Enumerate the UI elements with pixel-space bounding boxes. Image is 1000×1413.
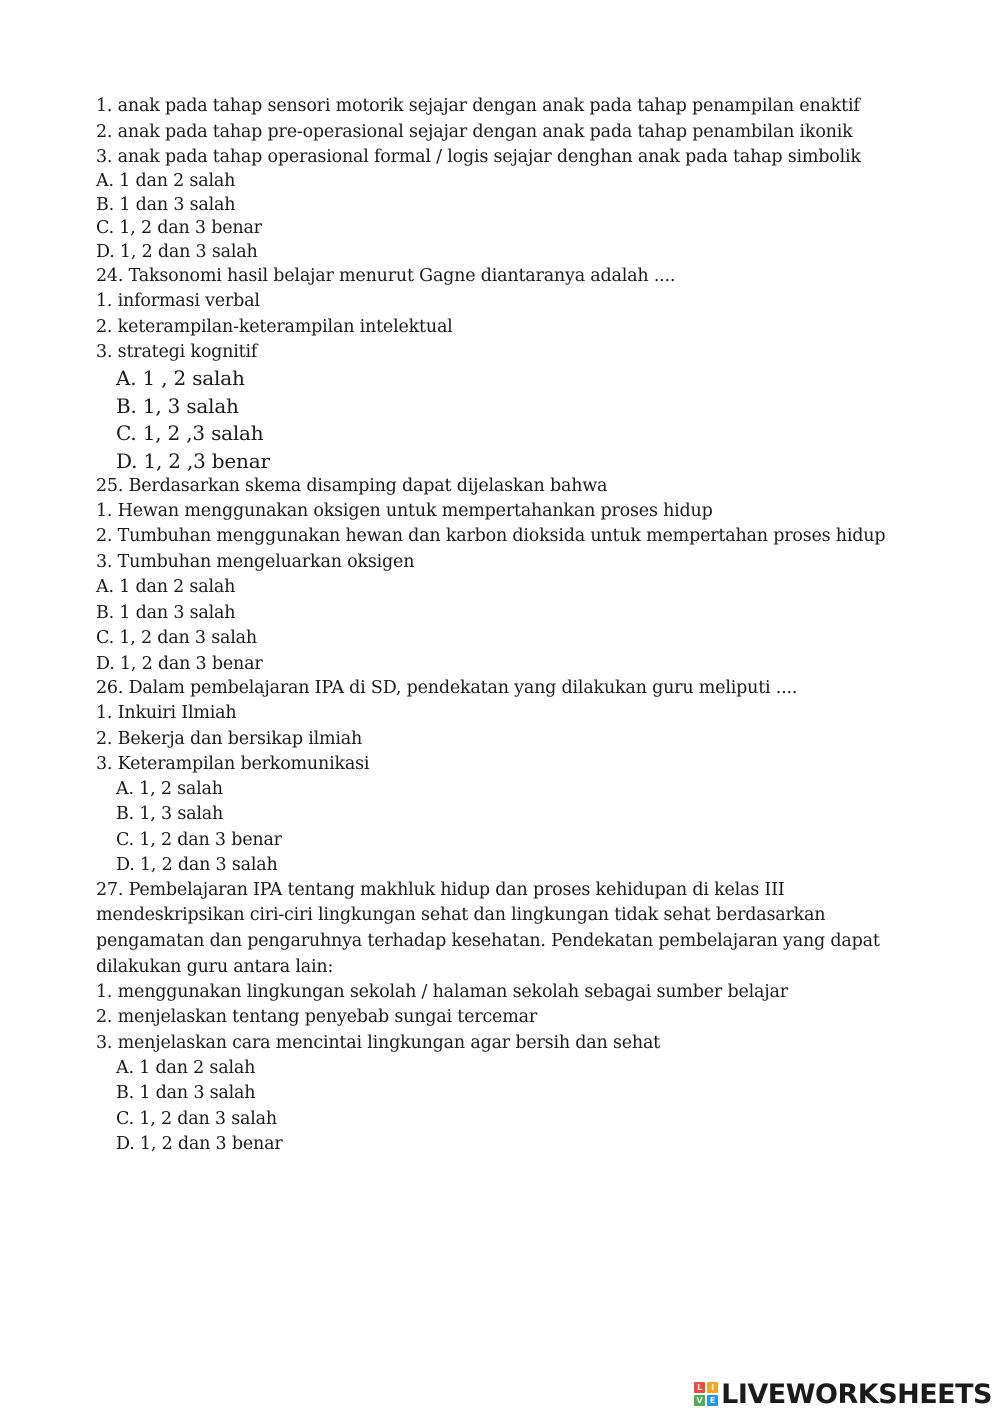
q24-option-d: D. 1, 2 ,3 benar (116, 449, 270, 473)
q24-option-a: A. 1 , 2 salah (116, 366, 245, 390)
intro-option-d: D. 1, 2 dan 3 salah (96, 242, 258, 262)
q27-question-line-4: dilakukan guru antara lain: (96, 957, 334, 977)
q25-item-2: 2. Tumbuhan menggunakan hewan dan karbon dioksida untuk mempertahan proses hidup (96, 526, 886, 546)
logo-text: LIVEWORKSHEETS (721, 1378, 992, 1410)
q27-option-b: B. 1 dan 3 salah (116, 1083, 256, 1103)
logo-letter-i: I (707, 1382, 718, 1393)
q27-question-line-1: 27. Pembelajaran IPA tentang makhluk hidup dan proses kehidupan di kelas III (96, 880, 785, 900)
logo-letter-v: V (694, 1395, 705, 1406)
q27-item-2: 2. menjelaskan tentang penyebab sungai tercemar (96, 1007, 538, 1027)
q26-option-a: A. 1, 2 salah (116, 779, 223, 799)
q27-option-c: C. 1, 2 dan 3 salah (116, 1109, 277, 1129)
intro-item-2: 2. anak pada tahap pre-operasional sejajar dengan anak pada tahap penambilan ikonik (96, 122, 853, 142)
q25-option-a: A. 1 dan 2 salah (96, 577, 236, 597)
logo-mark-icon (694, 1382, 718, 1406)
q26-option-c: C. 1, 2 dan 3 benar (116, 830, 282, 850)
q26-item-2: 2. Bekerja dan bersikap ilmiah (96, 729, 363, 749)
q24-item-3: 3. strategi kognitif (96, 342, 258, 362)
liveworksheets-logo (694, 1379, 992, 1409)
q25-item-1: 1. Hewan menggunakan oksigen untuk mempertahankan proses hidup (96, 501, 713, 521)
q27-option-a: A. 1 dan 2 salah (116, 1058, 256, 1078)
q25-question: 25. Berdasarkan skema disamping dapat dijelaskan bahwa (96, 476, 608, 496)
q25-option-b: B. 1 dan 3 salah (96, 603, 236, 623)
q27-item-1: 1. menggunakan lingkungan sekolah / halaman sekolah sebagai sumber belajar (96, 982, 788, 1002)
q24-item-1: 1. informasi verbal (96, 291, 260, 311)
q26-question: 26. Dalam pembelajaran IPA di SD, pendekatan yang dilakukan guru meliputi .... (96, 678, 798, 698)
q27-question-line-2: mendeskripsikan ciri-ciri lingkungan sehat dan lingkungan tidak sehat berdasarkan (96, 905, 826, 925)
intro-option-c: C. 1, 2 dan 3 benar (96, 218, 262, 238)
q25-item-3: 3. Tumbuhan mengeluarkan oksigen (96, 552, 415, 572)
q24-option-b: B. 1, 3 salah (116, 394, 239, 418)
intro-option-a: A. 1 dan 2 salah (96, 171, 236, 191)
q27-item-3: 3. menjelaskan cara mencintai lingkungan agar bersih dan sehat (96, 1033, 661, 1053)
q24-question: 24. Taksonomi hasil belajar menurut Gagne diantaranya adalah .... (96, 266, 676, 286)
q27-question-line-3: pengamatan dan pengaruhnya terhadap kesehatan. Pendekatan pembelajaran yang dapat (96, 931, 880, 951)
q24-item-2: 2. keterampilan-keterampilan intelektual (96, 317, 453, 337)
logo-letter-e: E (707, 1395, 718, 1406)
intro-item-3: 3. anak pada tahap operasional formal / logis sejajar denghan anak pada tahap simbolik (96, 147, 861, 167)
q26-option-d: D. 1, 2 dan 3 salah (116, 855, 278, 875)
q25-option-d: D. 1, 2 dan 3 benar (96, 654, 263, 674)
logo-letter-l: L (694, 1382, 705, 1393)
q26-item-3: 3. Keterampilan berkomunikasi (96, 754, 370, 774)
q26-item-1: 1. Inkuiri Ilmiah (96, 703, 237, 723)
q26-option-b: B. 1, 3 salah (116, 804, 224, 824)
q27-option-d: D. 1, 2 dan 3 benar (116, 1134, 283, 1154)
q24-option-c: C. 1, 2 ,3 salah (116, 421, 264, 445)
intro-option-b: B. 1 dan 3 salah (96, 195, 236, 215)
intro-item-1: 1. anak pada tahap sensori motorik sejajar dengan anak pada tahap penampilan enaktif (96, 96, 860, 116)
q25-option-c: C. 1, 2 dan 3 salah (96, 628, 257, 648)
